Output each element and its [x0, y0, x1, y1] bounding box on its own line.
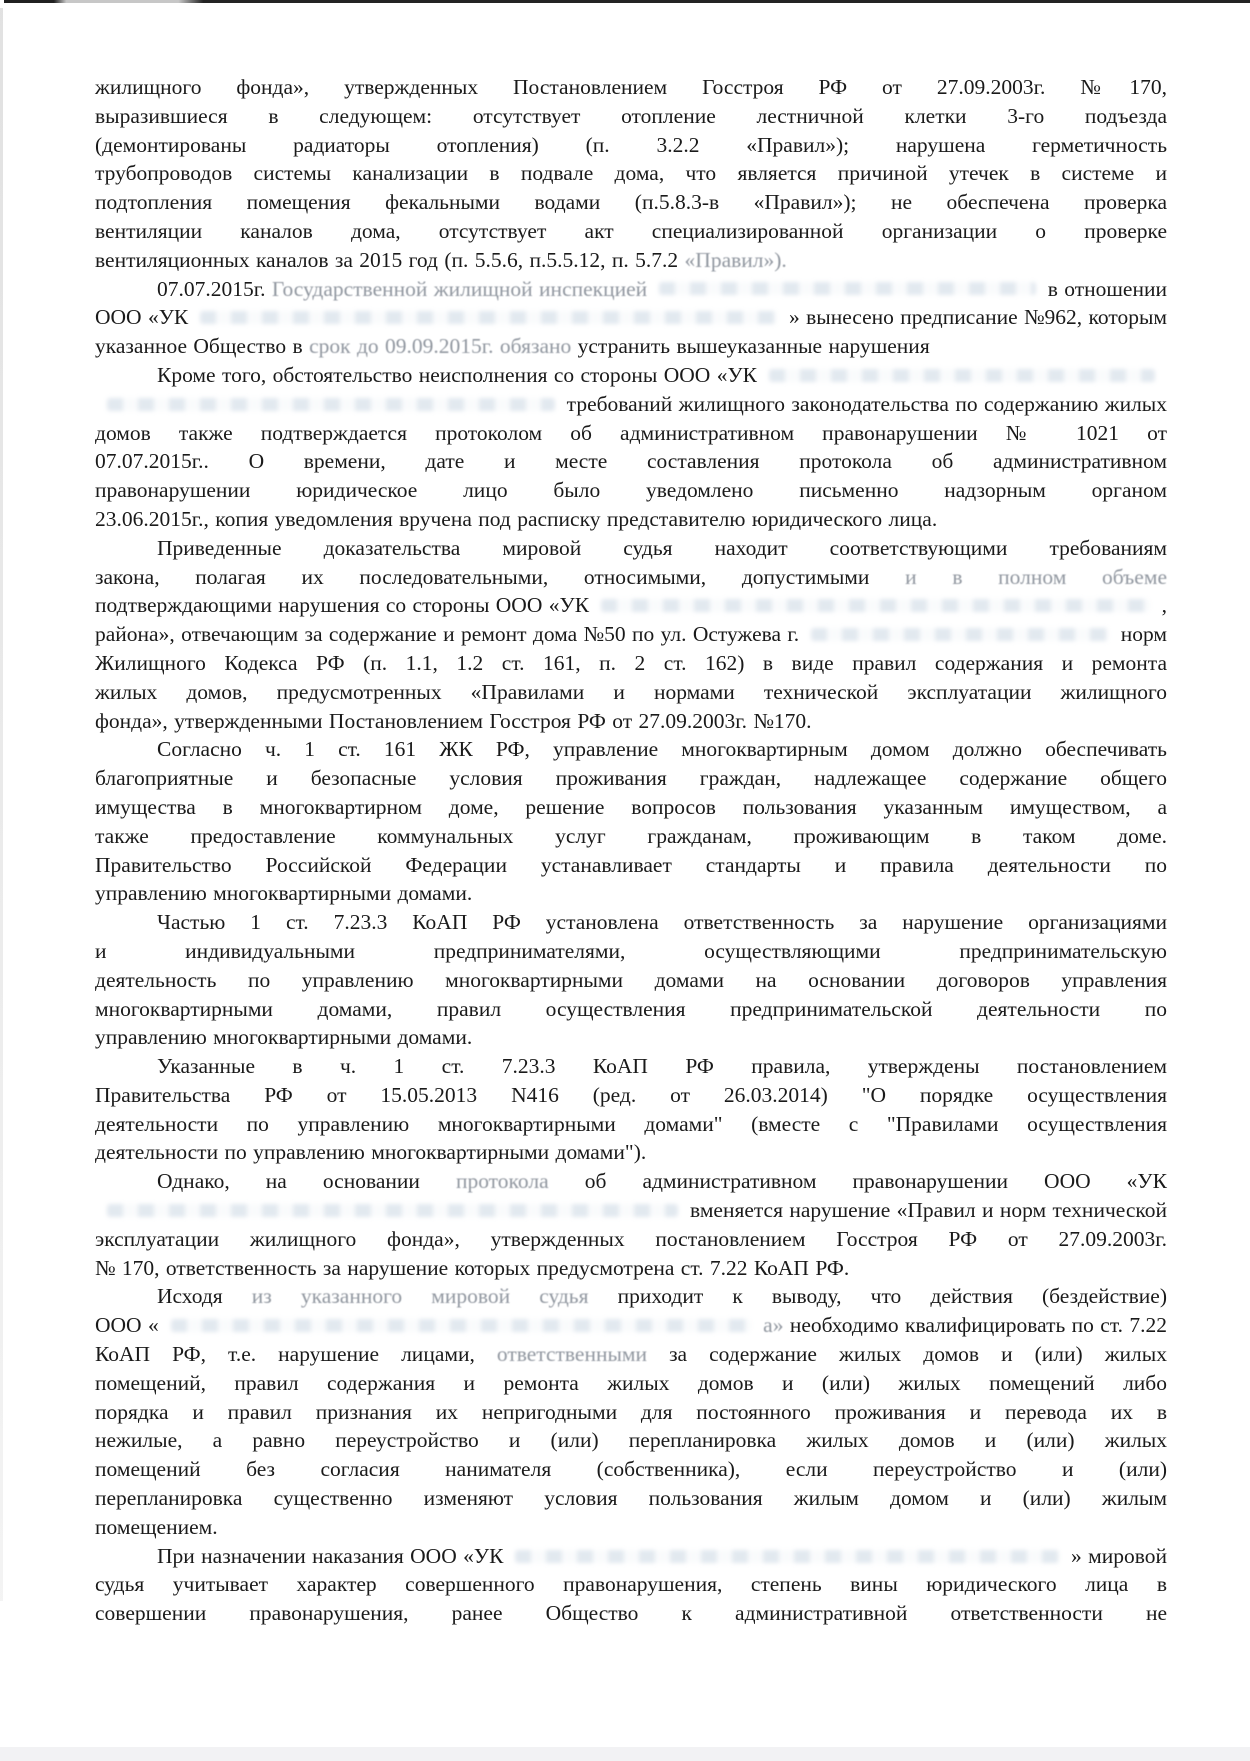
text-line	[95, 217, 1167, 246]
scan-artifact-left-line	[0, 8, 3, 1601]
text-segment: Кроме того, обстоятельство неисполнения со стороны ООО «УК	[157, 362, 758, 387]
text-segment: деятельности по управлению многоквартирными домами").	[95, 1140, 647, 1165]
text-segment: вентиляционных каналов за 2015 год (п. 5.5.6, п.5.5.12, п. 5.7.2	[95, 247, 685, 272]
text-line	[95, 591, 1167, 620]
text-line	[95, 1513, 1167, 1542]
faded-text-segment: ответственными	[496, 1342, 648, 1367]
text-line	[95, 1542, 1167, 1571]
text-line	[95, 563, 1167, 592]
text-line	[95, 1340, 1167, 1369]
paragraph	[95, 1542, 1167, 1628]
text-line	[95, 390, 1167, 419]
text-segment: помещением.	[95, 1514, 218, 1539]
text-segment: перепланировка существенно изменяют условия пользования жилым домом и (или) жилым	[95, 1486, 1167, 1511]
text-segment: Правительство Российской Федерации устанавливает стандарты и правила деятельности по	[95, 852, 1167, 877]
text-line	[95, 476, 1167, 505]
text-segment: деятельность по управлению многоквартирными домами на основании договоров управления	[95, 967, 1167, 992]
text-segment: многоквартирными домами, правил осуществления предпринимательской деятельности по	[95, 996, 1167, 1021]
text-segment: управлению многоквартирными домами.	[95, 881, 473, 906]
scanned-document-page	[95, 73, 1167, 1628]
text-segment: » вынесено предписание №962, которым	[788, 305, 1167, 330]
redacted-smudge	[601, 599, 1150, 612]
text-line	[95, 534, 1167, 563]
text-line	[95, 332, 1167, 361]
text-segment: 23.06.2015г., копия уведомления вручена под расписку представителю юридического лица.	[95, 506, 938, 531]
text-segment: указанное Общество в	[95, 334, 310, 359]
faded-text-segment: и в полном объеме	[905, 564, 1167, 589]
redacted-smudge	[769, 369, 1155, 382]
text-line	[95, 1455, 1167, 1484]
text-segment: При назначении наказания ООО «УК	[157, 1543, 504, 1568]
text-line	[95, 1196, 1167, 1225]
text-line	[95, 188, 1167, 217]
text-segment: 07.07.2015г.	[157, 276, 272, 301]
paragraph	[95, 735, 1167, 908]
text-line	[95, 505, 1167, 534]
faded-text-segment: срок до 09.09.2015г. обязано	[309, 334, 572, 359]
redacted-smudge	[200, 311, 777, 324]
text-line	[95, 159, 1167, 188]
text-line	[95, 793, 1167, 822]
faded-text-segment: а»	[763, 1313, 784, 1338]
text-segment: правонарушении юридическое лицо было уведомлено письменно надзорным органом	[95, 478, 1167, 503]
text-line	[95, 1570, 1167, 1599]
text-segment: Указанные в ч. 1 ст. 7.23.3 КоАП РФ правила, утверждены постановлением	[157, 1054, 1167, 1079]
text-line	[95, 1052, 1167, 1081]
text-line	[95, 131, 1167, 160]
text-segment: Согласно ч. 1 ст. 161 ЖК РФ, управление многоквартирным домом должно обеспечивать	[157, 737, 1167, 762]
text-segment: эксплуатации жилищного фонда», утвержденных постановлением Госстроя РФ от 27.09.2003г.	[95, 1226, 1167, 1251]
paragraph	[95, 361, 1167, 534]
text-segment: также предоставление коммунальных услуг гражданам, проживающим в таком доме.	[95, 823, 1167, 848]
paragraph	[95, 73, 1167, 275]
redacted-smudge	[515, 1550, 1059, 1563]
text-segment: необходимо квалифицировать по ст. 7.22	[783, 1313, 1167, 1338]
paragraph	[95, 534, 1167, 736]
paragraph	[95, 908, 1167, 1052]
text-line	[95, 1484, 1167, 1513]
text-segment: порядка и правил признания их непригодными для постоянного проживания и перевода их в	[95, 1399, 1167, 1424]
text-segment: нежилые, а равно переустройство и (или) перепланировка жилых домов и (или) жилых	[95, 1428, 1167, 1453]
paragraph	[95, 1282, 1167, 1541]
text-line	[95, 1599, 1167, 1628]
text-segment: подтопления помещения фекальными водами (п.5.8.3-в «Правил»); не обеспечена проверка	[95, 190, 1167, 215]
text-line	[95, 1110, 1167, 1139]
text-segment: Жилищного Кодекса РФ (п. 1.1, 1.2 ст. 161, п. 2 ст. 162) в виде правил содержания и ремонта	[95, 650, 1167, 675]
text-segment: КоАП РФ, т.е. нарушение лицами,	[95, 1342, 497, 1367]
text-segment: домов также подтверждается протоколом об административном правонарушении № 1021 от	[95, 420, 1167, 445]
text-segment: за содержание жилых домов и (или) жилых	[647, 1342, 1167, 1367]
text-segment: норм	[1120, 622, 1167, 647]
text-line	[95, 879, 1167, 908]
text-segment: вентиляции каналов дома, отсутствует акт специализированной организации о проверке	[95, 218, 1167, 243]
redacted-smudge	[659, 282, 1036, 295]
text-line	[95, 707, 1167, 736]
text-line	[95, 1369, 1167, 1398]
text-line	[95, 275, 1167, 304]
text-line	[95, 966, 1167, 995]
text-line	[95, 735, 1167, 764]
text-segment: совершении правонарушения, ранее Общество к административной ответственности не	[95, 1601, 1167, 1626]
text-segment: Исходя	[157, 1284, 252, 1309]
text-segment: (демонтированы радиаторы отопления) (п. 3.2.2 «Правил»); нарушена герметичность	[95, 132, 1167, 157]
text-segment: » мировой	[1071, 1543, 1167, 1568]
text-segment: устранить вышеуказанные нарушения	[571, 334, 930, 359]
text-segment: 07.07.2015г.. О времени, дате и месте составления протокола об административном	[95, 449, 1167, 474]
text-line	[95, 678, 1167, 707]
text-line	[95, 995, 1167, 1024]
text-line	[95, 303, 1167, 332]
text-segment: Частью 1 ст. 7.23.3 КоАП РФ установлена ответственность за нарушение организациями	[157, 910, 1167, 935]
text-segment: помещений без согласия нанимателя (собственника), если переустройство и (или)	[95, 1457, 1167, 1482]
text-line	[95, 1167, 1167, 1196]
text-segment: об административном правонарушении ООО «УК	[548, 1169, 1167, 1194]
scan-artifact-bottom-strip	[0, 1747, 1250, 1761]
text-line	[95, 1138, 1167, 1167]
text-segment: помещений, правил содержания и ремонта жилых домов и (или) жилых помещений либо	[95, 1370, 1167, 1395]
text-segment: жилых домов, предусмотренных «Правилами и нормами технической эксплуатации жилищного	[95, 679, 1167, 704]
text-line	[95, 620, 1167, 649]
redacted-smudge	[107, 398, 555, 411]
faded-text-segment: из указанного мировой судья	[251, 1284, 618, 1309]
text-segment: района», отвечающим за содержание и ремонт дома №50 по ул. Остужева г.	[95, 622, 800, 647]
text-line	[95, 908, 1167, 937]
text-line	[95, 1398, 1167, 1427]
text-line	[95, 419, 1167, 448]
text-segment: благоприятные и безопасные условия проживания граждан, надлежащее содержание общего	[95, 766, 1167, 791]
text-segment: Приведенные доказательства мировой судья находит соответствующими требованиям	[157, 535, 1167, 560]
text-segment: Однако, на основании	[157, 1169, 456, 1194]
text-segment: вменяется нарушение «Правил и норм технической	[690, 1198, 1167, 1223]
text-line	[95, 1426, 1167, 1455]
text-segment: деятельности по управлению многоквартирными домами" (вместе с "Правилами осуществления	[95, 1111, 1167, 1136]
text-line	[95, 822, 1167, 851]
paragraph	[95, 1052, 1167, 1167]
text-line	[95, 1225, 1167, 1254]
text-segment: управлению многоквартирными домами.	[95, 1025, 473, 1050]
text-line	[95, 649, 1167, 678]
text-line	[95, 1282, 1167, 1311]
text-segment: Правительства РФ от 15.05.2013 N416 (ред. от 26.03.2014) "О порядке осуществления	[95, 1082, 1167, 1107]
faded-text-segment: протокола	[455, 1169, 549, 1194]
text-line	[95, 764, 1167, 793]
redacted-smudge	[171, 1319, 751, 1332]
text-segment: требований жилищного законодательства по содержанию жилых	[566, 391, 1167, 416]
redacted-smudge	[811, 628, 1109, 641]
text-segment: и индивидуальными предпринимателями, осуществляющими предпринимательскую	[95, 938, 1167, 963]
text-segment: № 170, ответственность за нарушение которых предусмотрена ст. 7.22 КоАП РФ.	[95, 1255, 850, 1280]
text-segment: фонда», утвержденными Постановлением Госстроя РФ от 27.09.2003г. №170.	[95, 708, 812, 733]
text-line	[95, 1254, 1167, 1283]
text-segment: выразившиеся в следующем: отсутствует отопление лестничной клетки 3-го подъезда	[95, 103, 1167, 128]
text-line	[95, 73, 1167, 102]
redacted-smudge	[107, 1204, 678, 1217]
paragraph	[95, 275, 1167, 361]
text-line	[95, 1023, 1167, 1052]
text-line	[95, 851, 1167, 880]
text-segment: закона, полагая их последовательными, относимыми, допустимыми	[95, 564, 906, 589]
text-segment: подтверждающими нарушения со стороны ООО «УК	[95, 593, 590, 618]
text-line	[95, 361, 1167, 390]
scan-artifact-top-line	[4, 0, 1250, 3]
text-line	[95, 1081, 1167, 1110]
text-line	[95, 102, 1167, 131]
text-line	[95, 937, 1167, 966]
paragraph	[95, 1167, 1167, 1282]
text-segment: в отношении	[1047, 276, 1167, 301]
faded-text-segment: Государственной жилищной инспекцией	[271, 276, 648, 301]
text-line	[95, 1311, 1167, 1340]
text-segment: имущества в многоквартирном доме, решение вопросов пользования указанным имуществом, а	[95, 794, 1167, 819]
faded-text-segment: «Правил»).	[684, 247, 787, 272]
text-segment: ООО «УК	[95, 305, 189, 330]
text-line	[95, 447, 1167, 476]
text-line	[95, 246, 1167, 275]
text-segment: трубопроводов системы канализации в подвале дома, что является причиной утечек в системе и	[95, 161, 1167, 186]
text-segment: ,	[1161, 593, 1167, 618]
text-segment: приходит к выводу, что действия (бездействие)	[617, 1284, 1167, 1309]
text-segment: судья учитывает характер совершенного правонарушения, степень вины юридического лица в	[95, 1572, 1167, 1597]
text-segment: ООО «	[95, 1313, 159, 1338]
text-segment: жилищного фонда», утвержденных Постановлением Госстроя РФ от 27.09.2003г. №170,	[95, 75, 1167, 99]
